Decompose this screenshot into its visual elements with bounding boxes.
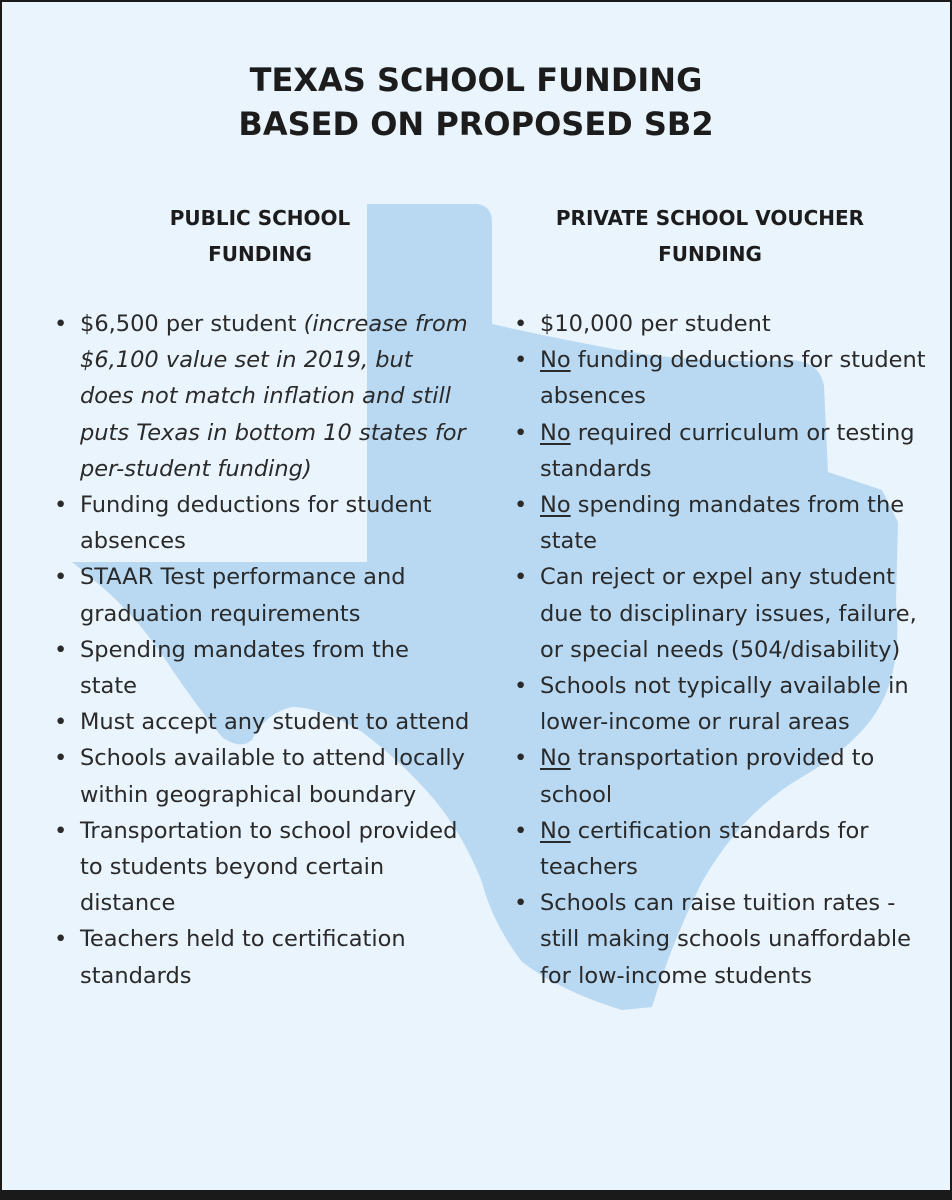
public-column-heading [90,200,430,272]
infographic [2,2,950,1190]
list-item [52,813,472,922]
list-item [512,342,932,414]
list-item-text: STAAR Test performance and graduation requirements [80,564,406,627]
list-item-text: Schools available to attend locally within geographical boundary [80,745,465,808]
title-line-2: BASED ON PROPOSED SB2 [238,105,714,143]
private-voucher-list [512,306,932,994]
list-item-text: certification standards for teachers [540,817,869,881]
list-item-emphasis: No [540,817,571,844]
list-item [512,559,932,668]
list-item-emphasis: No [540,745,571,772]
list-item-emphasis: No [540,492,571,519]
list-item-text: required curriculum or testing standards [540,419,915,482]
private-heading-line-1: PRIVATE SCHOOL VOUCHER [555,206,865,230]
list-item-text: $6,500 per student [80,311,304,337]
private-column-heading [520,200,900,272]
list-item-text: Transportation to school provided to students beyond certain distance [80,817,458,917]
list-item-text: Can reject or expel any student due to disciplinary issues, failure, or special needs (504/disability) [540,564,917,663]
list-item [512,487,932,559]
list-item-text: Schools can raise tuition rates - still making schools unaffordable for low-income students [540,890,912,989]
list-item [512,415,932,487]
list-item [52,740,472,812]
list-item [512,668,932,740]
public-heading-line-2: FUNDING [208,242,312,266]
list-item-text: Schools not typically available in lower-income or rural areas [540,673,909,736]
list-item-emphasis: No [540,419,571,446]
list-item-text: Must accept any student to attend [80,709,470,736]
list-item [512,740,932,812]
list-item [52,632,472,704]
list-item-text: $10,000 per student [540,311,771,337]
list-item [512,813,932,885]
page-title [2,58,950,146]
list-item-text: transportation provided to school [540,745,875,808]
list-item [512,306,932,342]
list-item [52,487,472,559]
list-item-text: spending mandates from the state [540,492,905,555]
list-item-emphasis: No [540,347,571,374]
list-item [512,885,932,994]
list-item-text: funding deductions for student absences [540,347,926,410]
list-item-text: Spending mandates from the state [80,636,409,700]
public-funding-list [52,306,472,994]
title-line-1: TEXAS SCHOOL FUNDING [249,61,703,99]
list-item-text: Funding deductions for student absences [80,492,432,555]
list-item-text: Teachers held to certification standards [80,926,406,989]
private-heading-line-2: FUNDING [658,242,762,266]
list-item [52,704,472,740]
public-heading-line-1: PUBLIC SCHOOL [169,206,351,230]
list-item-note: (increase from $6,100 value set in 2019, but does not match inflation and still puts Texas in bottom 10 states for per-student funding) [80,311,468,482]
list-item [52,921,472,993]
list-item [52,559,472,631]
list-item [52,306,472,487]
